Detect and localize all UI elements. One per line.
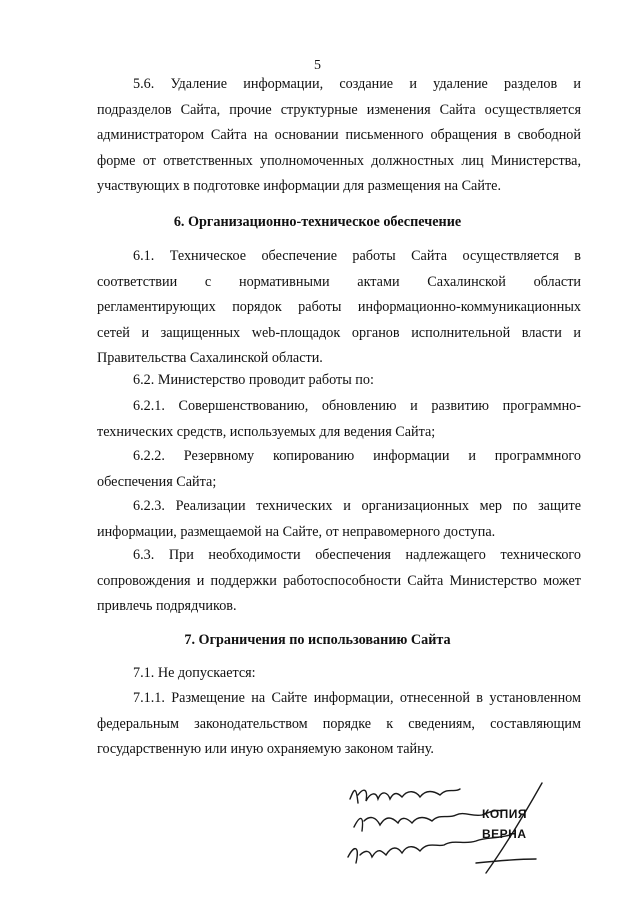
text-line: подразделов Сайта, прочие структурные изменения Сайта осуществляется xyxy=(97,101,581,118)
text-line: обеспечения Сайта; xyxy=(97,473,217,490)
page-number: 5 xyxy=(314,58,321,73)
text-line: государственную или иную охраняемую законом тайну. xyxy=(97,741,434,757)
paragraph-5-6 xyxy=(97,72,581,200)
section-heading-7: 7. Ограничения по использованию Сайта xyxy=(184,632,451,648)
text-line: 7.1. Не допускается: xyxy=(133,665,256,681)
handwritten-signature xyxy=(336,775,566,885)
text-line: 6.2. Министерство проводит работы по: xyxy=(133,372,374,388)
section-heading-6: 6. Организационно-техническое обеспечение xyxy=(173,214,462,230)
text-line: 6.1. Техническое обеспечение работы Сайта осуществляется в xyxy=(133,248,581,264)
paragraph-7-1 xyxy=(97,661,581,687)
paragraph-7-1-1 xyxy=(97,686,581,763)
text-line: технических средств, используемых для ведения Сайта; xyxy=(97,423,436,440)
text-line: 5.6. Удаление информации, создание и удаление разделов и xyxy=(133,76,581,92)
paragraph-6-2 xyxy=(97,368,581,394)
paragraph-6-3 xyxy=(97,543,581,620)
text-line: привлечь подрядчиков. xyxy=(97,598,237,614)
text-line: федеральным законодательством порядке к сведениям, составляющим xyxy=(97,715,581,732)
paragraph-6-2-2 xyxy=(97,444,581,495)
text-line: 7.1.1. Размещение на Сайте информации, отнесенной в установленном xyxy=(133,690,581,706)
text-line: информации, размещаемой на Сайте, от неправомерного доступа. xyxy=(97,523,496,540)
paragraph-6-1 xyxy=(97,244,581,372)
text-line: регламентирующих порядок работы информационно-коммуникационных xyxy=(97,299,581,315)
stamp-line: ВЕРНА xyxy=(482,827,527,841)
text-line: 6.2.1. Совершенствованию, обновлению и развитию программно- xyxy=(133,398,581,414)
text-line: участвующих в подготовке информации для размещения на Сайте. xyxy=(97,178,501,194)
text-line: сопровождения и поддержки работоспособности Сайта Министерство может xyxy=(97,572,581,589)
text-line: 6.2.2. Резервному копированию информации и программного xyxy=(133,448,581,464)
text-line: соответствии с нормативными актами Сахалинской области xyxy=(97,273,581,290)
paragraph-6-2-1 xyxy=(97,394,581,445)
text-line: форме от ответственных уполномоченных должностных лиц Министерства, xyxy=(97,152,581,169)
text-line: Правительства Сахалинской области. xyxy=(97,350,323,366)
text-line: 6.2.3. Реализации технических и организационных мер по защите xyxy=(133,498,581,514)
text-line: 6.3. При необходимости обеспечения надлежащего технического xyxy=(133,547,581,563)
text-line: администратором Сайта на основании письменного обращения в свободной xyxy=(97,127,581,143)
paragraph-6-2-3 xyxy=(97,494,581,545)
stamp-line: КОПИЯ xyxy=(482,807,528,821)
text-line: сетей и защищенных web-площадок органов исполнительной власти и xyxy=(97,324,581,341)
